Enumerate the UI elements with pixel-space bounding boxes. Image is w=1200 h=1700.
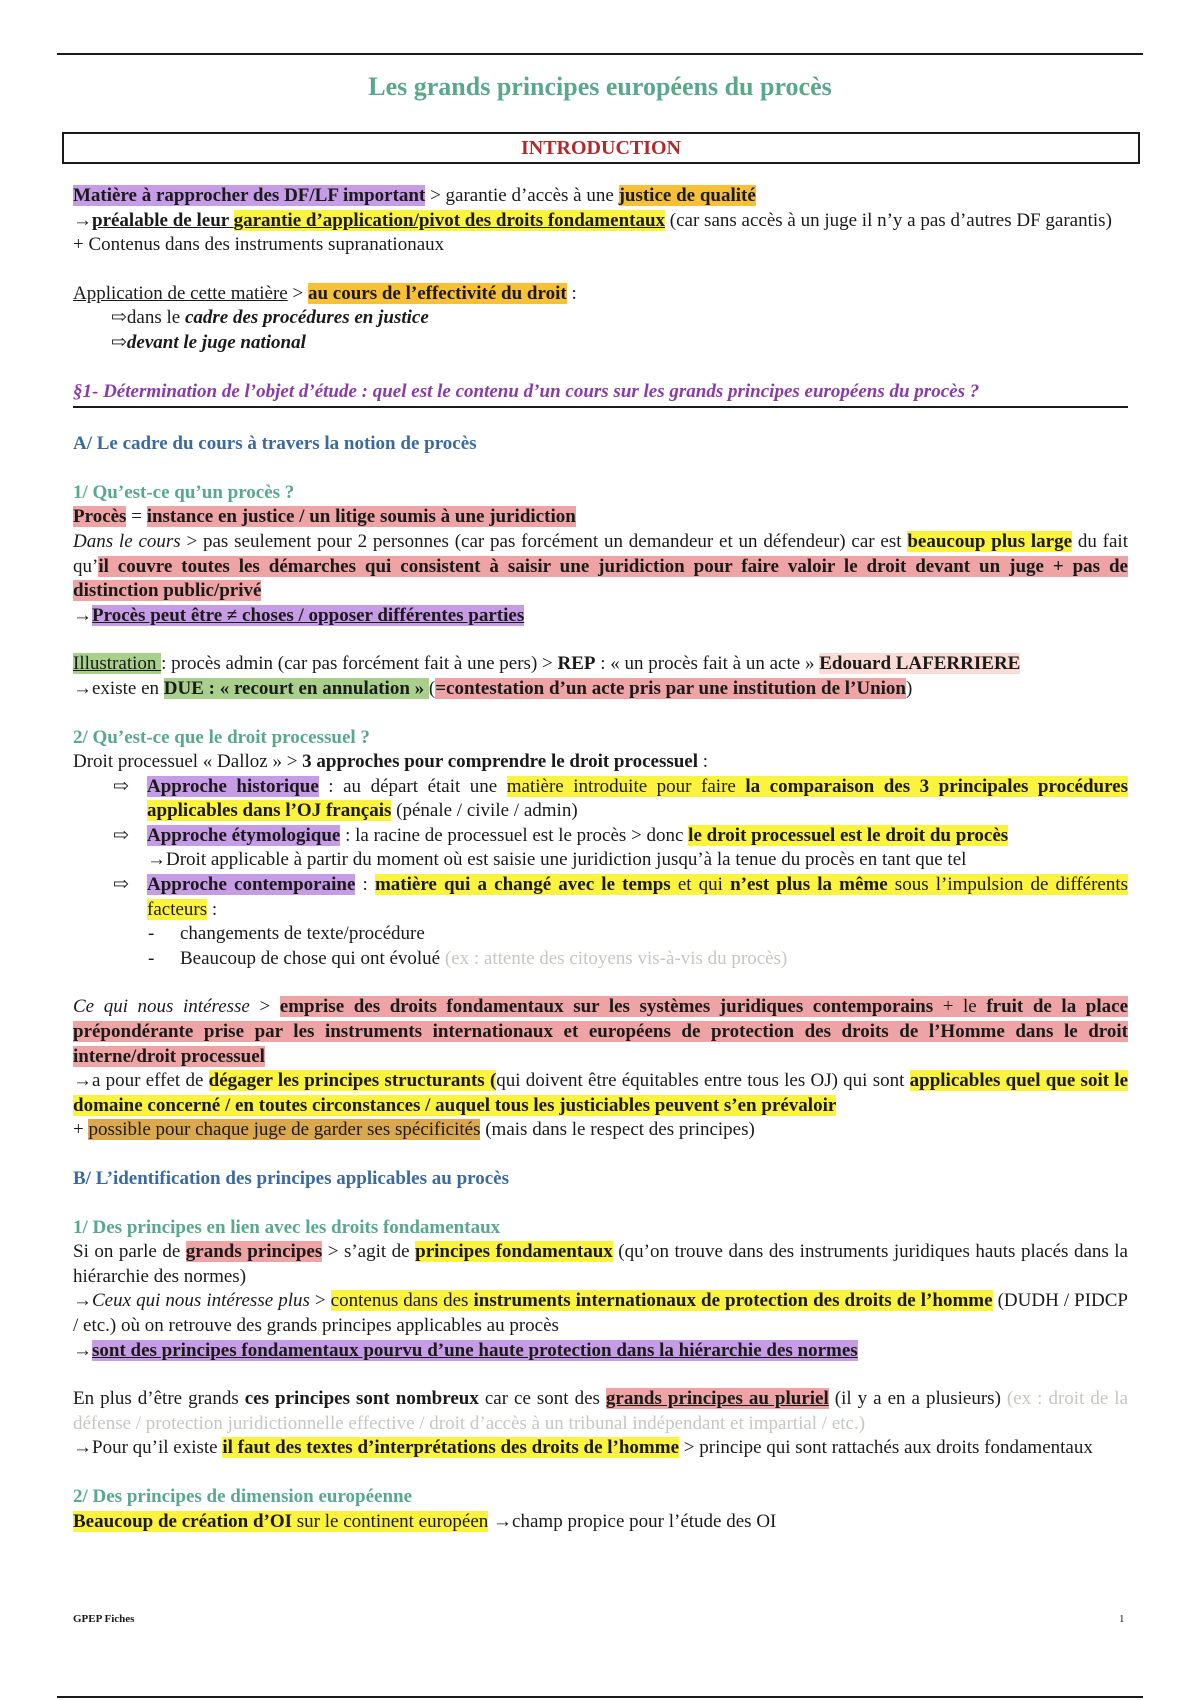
text: ) xyxy=(906,677,913,699)
highlight-text: instance en justice / un litige soumis à une juridiction xyxy=(146,506,576,528)
highlight-text: Matière à rapprocher des DF/LF important xyxy=(73,185,426,206)
paragraph xyxy=(73,652,1128,677)
highlight-text: emprise des droits fondamentaux sur les systèmes juridiques contemporains xyxy=(279,996,934,1018)
highlight-text: beaucoup plus large xyxy=(907,530,1073,552)
paragraph xyxy=(73,1289,1128,1338)
text: > xyxy=(309,1290,331,1312)
text: cadre des procédures en justice xyxy=(184,307,429,329)
text: Pour qu’il existe xyxy=(92,1437,223,1459)
faded-text: (ex : droit de la défense / protection juridictionnelle effective / droit d’accès à un tribunal indépendant et impartial / etc.) xyxy=(73,1388,1129,1434)
text: Si on parle de xyxy=(73,1241,186,1263)
highlight-text: =contestation d’un acte pris par une institution de l’Union xyxy=(435,677,906,699)
paragraph xyxy=(73,209,1128,234)
arrow-icon: → xyxy=(73,1339,92,1361)
highlight-text: DUE : « recourt en annulation » xyxy=(163,677,429,699)
footer-label: GPEP Fiches xyxy=(73,1613,135,1625)
text: : procès admin (car pas forcément fait à une pers) > xyxy=(161,653,558,675)
text: : xyxy=(698,751,709,773)
indented-item xyxy=(73,306,1128,331)
indented-item xyxy=(73,331,1128,356)
highlight-text: au cours de l’effectivité du droit xyxy=(307,282,567,304)
text: Beaucoup de chose qui ont évolué xyxy=(180,947,445,969)
subheading-1: 1/ Qu’est-ce qu’un procès ? xyxy=(73,481,295,503)
text: Application de cette matière xyxy=(73,282,288,304)
text: devant le juge national xyxy=(126,331,306,353)
highlight-text: principes fondamentaux xyxy=(415,1241,613,1263)
highlight-text: grands principes au pluriel xyxy=(605,1388,829,1410)
section-heading xyxy=(73,380,1128,409)
text: > xyxy=(249,996,280,1018)
text: (pénale / civile / admin) xyxy=(391,800,578,822)
arrow-icon: ⇨ xyxy=(111,307,127,329)
highlight-text: Edouard LAFERRIERE xyxy=(819,653,1021,675)
dash-item xyxy=(73,947,1128,972)
highlight-text: sont des principes fondamentaux pourvu d’une haute protection dans la hiérarchie des normes xyxy=(92,1339,858,1361)
dash-item xyxy=(73,922,1128,947)
highlight-text: garantie d’application/pivot des droits fondamentaux xyxy=(233,209,666,231)
highlight-text: dégager les principes structurants ( xyxy=(208,1070,497,1092)
paragraph xyxy=(73,1436,1128,1461)
highlight-text: et qui xyxy=(670,874,731,896)
text: →champ propice pour l’étude des OI xyxy=(488,1510,777,1532)
text: (car sans accès à un juge il n’y a pas d’autres DF garantis) xyxy=(665,209,1112,231)
paragraph xyxy=(73,184,1128,209)
paragraph xyxy=(73,1387,1128,1436)
page-number: 1 xyxy=(1119,1613,1125,1625)
paragraph: + Contenus dans des instruments supranationaux xyxy=(73,234,445,256)
highlight-text: le droit processuel est le droit du procès xyxy=(688,824,1009,846)
highlight-text: contenus dans des xyxy=(330,1290,474,1312)
text: préalable de leur xyxy=(92,209,234,231)
paragraph xyxy=(73,282,1128,307)
text: ( xyxy=(428,677,436,699)
dash-marker: - xyxy=(148,923,155,945)
highlight-text: Approche contemporaine xyxy=(147,874,356,896)
highlight-text: Approche historique xyxy=(147,775,319,797)
text: 3 approches pour comprendre le droit processuel xyxy=(302,751,699,773)
highlight-text: il couvre toutes les démarches qui consistent à saisir une juridiction pour faire valoir le droit devant un juge + pas de distinction public/privé xyxy=(73,555,1128,602)
text: →Droit applicable à partir du moment où est saisie une juridiction jusqu’à la tenue du procès en tant que tel xyxy=(147,849,967,871)
document-body xyxy=(73,184,1128,1534)
text: existe en xyxy=(92,677,164,699)
highlight-text: Illustration xyxy=(73,653,162,675)
text: : au départ était une xyxy=(318,775,507,797)
arrow-icon: → xyxy=(73,1290,92,1312)
text: + xyxy=(73,1119,89,1141)
text: du fait qu’ xyxy=(73,530,1128,577)
highlight-text: matière introduite pour faire xyxy=(506,775,746,797)
text: (qu’on trouve dans des instruments juridiques hauts placés dans la hiérarchie des normes) xyxy=(73,1241,1128,1287)
text: Ceux qui nous intéresse plus xyxy=(92,1290,310,1312)
highlight-text: instruments internationaux de protection des droits de l’homme xyxy=(473,1290,993,1312)
page-title: Les grands principes européens du procès xyxy=(368,72,832,101)
highlight-text: Approche étymologique xyxy=(147,824,341,846)
text: (mais dans le respect des principes) xyxy=(480,1119,755,1141)
subheading-a: A/ Le cadre du cours à travers la notion de procès xyxy=(73,433,477,455)
text: > principe qui sont rattachés aux droits fondamentaux xyxy=(679,1437,1093,1459)
highlight-text: possible pour chaque juge de garder ses spécificités xyxy=(88,1119,481,1141)
highlight-text: grands principes xyxy=(185,1241,323,1263)
highlight-text: il faut des textes d’interprétations des droits de l’homme xyxy=(222,1437,680,1459)
highlight-text: sous l’impulsion de différents facteurs xyxy=(147,874,1129,920)
text: REP xyxy=(557,653,596,675)
paragraph xyxy=(73,530,1128,604)
highlight-text: sur le continent européen xyxy=(292,1510,489,1532)
section-title: §1- Détermination de l’objet d’étude : quel est le contenu d’un cours sur les grands principes européens du procès ? xyxy=(73,380,980,402)
arrow-icon: → xyxy=(73,604,92,626)
faded-text: (ex : attente des citoyens vis-à-vis du procès) xyxy=(444,947,788,969)
text: = xyxy=(126,506,147,528)
text: dans le xyxy=(126,307,185,329)
bullet-item xyxy=(73,775,1128,824)
paragraph xyxy=(73,1069,1128,1118)
highlight-text: + le xyxy=(933,996,987,1018)
highlight-text: la comparaison des 3 principales procédures applicables dans l’OJ français xyxy=(147,775,1129,822)
text: > pas seulement pour 2 personnes (car pas forcément un demandeur et un défendeur) car est xyxy=(180,530,908,552)
arrow-icon: ⇨ xyxy=(113,824,129,846)
subheading-b: B/ L’identification des principes applicables au procès xyxy=(73,1168,509,1189)
arrow-icon: → xyxy=(73,209,92,231)
text: Droit processuel « Dalloz » > xyxy=(73,751,303,773)
text: > s’agit de xyxy=(322,1241,416,1263)
text: : xyxy=(207,898,218,920)
text: Ce qui nous intéresse xyxy=(73,996,250,1018)
top-rule xyxy=(57,53,1143,55)
arrow-icon: ⇨ xyxy=(113,775,129,797)
paragraph xyxy=(73,1510,1128,1535)
text: changements de texte/procédure xyxy=(180,923,425,945)
text: : xyxy=(355,874,375,896)
text: > garantie d’accès à une xyxy=(425,185,619,206)
text: a pour effet de xyxy=(92,1070,209,1092)
paragraph xyxy=(73,677,1128,702)
highlight-text: Beaucoup de création d’OI xyxy=(73,1510,293,1532)
text: En plus d’être grands xyxy=(73,1388,245,1410)
paragraph xyxy=(73,604,1128,629)
paragraph xyxy=(73,995,1128,1069)
highlight-text: fruit de la place prépondérante prise par les instruments internationaux et européens de protection des droits de l’Homme dans le droit interne/droit processuel xyxy=(73,996,1129,1067)
text: : la racine de processuel est le procès > donc xyxy=(340,824,689,846)
bottom-rule xyxy=(57,1696,1143,1698)
subheading-b2: 2/ Des principes de dimension européenne xyxy=(73,1485,413,1507)
text: > xyxy=(287,282,308,304)
arrow-icon: ⇨ xyxy=(113,874,129,896)
text: : « un procès fait à un acte » xyxy=(595,653,820,675)
arrow-icon: → xyxy=(73,1070,92,1092)
text: car ce sont des xyxy=(478,1388,606,1410)
highlight-text: Procès xyxy=(73,506,127,528)
arrow-icon: → xyxy=(73,677,92,699)
paragraph xyxy=(73,1240,1128,1289)
subheading-b1: 1/ Des principes en lien avec les droits fondamentaux xyxy=(73,1216,501,1238)
highlight-text: matière qui a changé avec le temps xyxy=(374,874,671,896)
bullet-item xyxy=(73,873,1128,922)
introduction-heading: INTRODUCTION xyxy=(62,132,1140,164)
text: : xyxy=(566,282,577,304)
text: qui doivent être équitables entre tous les OJ) qui sont xyxy=(496,1070,910,1092)
text: (DUDH / PIDCP / etc.) où on retrouve des grands principes applicables au procès xyxy=(73,1290,1129,1336)
text: (il y a en a plusieurs) xyxy=(828,1388,1007,1410)
paragraph xyxy=(73,750,1128,775)
arrow-icon: ⇨ xyxy=(111,331,127,353)
paragraph xyxy=(73,1339,1128,1364)
paragraph xyxy=(73,1118,1128,1143)
highlight-text: n’est plus la même xyxy=(730,874,888,896)
subheading-2: 2/ Qu’est-ce que le droit processuel ? xyxy=(73,726,370,748)
highlight-text: justice de qualité xyxy=(618,185,756,206)
highlight-text: applicables quel que soit le domaine concerné / en toutes circonstances / auquel tous les justiciables peuvent s’en prévaloir xyxy=(73,1070,1129,1116)
arrow-icon: → xyxy=(73,1437,92,1459)
paragraph xyxy=(73,505,1128,530)
text: ces principes sont nombreux xyxy=(244,1388,479,1410)
text: Dans le cours xyxy=(73,530,181,552)
dash-marker: - xyxy=(148,947,155,969)
bullet-item xyxy=(73,824,1128,873)
highlight-text: Procès peut être ≠ choses / opposer différentes parties xyxy=(92,604,525,626)
